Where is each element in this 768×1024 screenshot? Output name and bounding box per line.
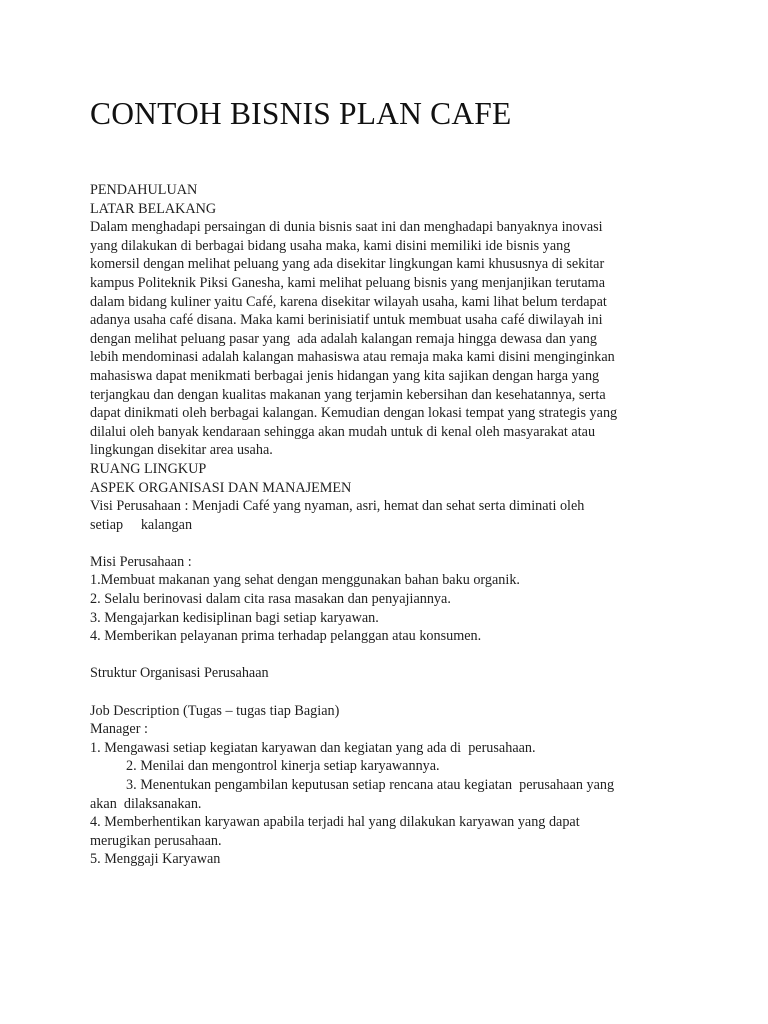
job-item: 5. Menggaji Karyawan — [90, 851, 221, 868]
spacer — [90, 534, 690, 553]
misi-item: 3. Mengajarkan kedisiplinan bagi setiap karyawan. — [90, 609, 379, 626]
job-item-continuation: akan dilaksanakan. — [90, 795, 202, 812]
struktur-heading: Struktur Organisasi Perusahaan — [90, 665, 269, 682]
paragraph-line: komersil dengan melihat peluang yang ada disekitar lingkungan kami khususnya di sekitar — [90, 256, 605, 273]
paragraph-line: lebih mendominasi adalah kalangan mahasiswa atau remaja maka kami disini menginginkan — [90, 349, 615, 366]
paragraph-line: kampus Politeknik Piksi Ganesha, kami melihat peluang bisnis yang menjanjikan terutama — [90, 274, 605, 291]
job-role: Manager : — [90, 721, 148, 738]
paragraph-line: dilalui oleh banyak kendaraan sehingga akan mudah untuk di kenal oleh masyarakat atau — [90, 423, 596, 440]
heading-pendahuluan: PENDAHULUAN — [90, 182, 198, 198]
paragraph-line: adanya usaha café disana. Maka kami berinisiatif untuk membuat usaha café diwilayah ini — [90, 312, 603, 329]
paragraph-line: dalam bidang kuliner yaitu Café, karena disekitar wilayah usaha, kami lihat belum terdapat — [90, 293, 607, 310]
job-item: 4. Memberhentikan karyawan apabila terjadi hal yang dilakukan karyawan yang dapat — [90, 814, 580, 831]
paragraph-line: dapat dinikmati oleh berbagai kalangan. Kemudian dengan lokasi tempat yang strategis yang — [90, 405, 618, 422]
misi-heading: Misi Perusahaan : — [90, 553, 192, 570]
misi-item: 4. Memberikan pelayanan prima terhadap pelanggan atau konsumen. — [90, 628, 482, 645]
spacer — [90, 683, 690, 702]
document-title: CONTOH BISNIS PLAN CAFE — [90, 96, 512, 131]
visi-line: setiap kalangan — [90, 516, 193, 533]
paragraph-line: yang dilakukan di berbagai bidang usaha maka, kami disini memiliki ide bisnis yang — [90, 237, 571, 254]
spacer — [90, 646, 690, 665]
job-item: 1. Mengawasi setiap kegiatan karyawan dan kegiatan yang ada di perusahaan. — [90, 739, 536, 756]
misi-item: 1.Membuat makanan yang sehat dengan menggunakan bahan baku organik. — [90, 572, 520, 589]
job-heading: Job Description (Tugas – tugas tiap Bagian) — [90, 702, 340, 719]
paragraph-line: mahasiswa dapat menikmati berbagai jenis hidangan yang kita sajikan dengan harga yang — [90, 367, 600, 384]
heading-aspek-organisasi: ASPEK ORGANISASI DAN MANAJEMEN — [90, 479, 352, 496]
paragraph-line: Dalam menghadapi persaingan di dunia bisnis saat ini dan menghadapi banyaknya inovasi — [90, 219, 603, 236]
paragraph-line: lingkungan disekitar area usaha. — [90, 442, 273, 459]
visi-line: Visi Perusahaan : Menjadi Café yang nyaman, asri, hemat dan sehat serta diminati oleh — [90, 498, 585, 515]
paragraph-line: dengan melihat peluang pasar yang ada adalah kalangan remaja hingga dewasa dan yang — [90, 330, 597, 347]
job-item-continuation: merugikan perusahaan. — [90, 832, 222, 849]
job-item: 2. Menilai dan mengontrol kinerja setiap karyawannya. — [126, 758, 440, 775]
heading-latar-belakang: LATAR BELAKANG — [90, 200, 217, 217]
heading-ruang-lingkup: RUANG LINGKUP — [90, 460, 207, 477]
job-item: 3. Menentukan pengambilan keputusan setiap rencana atau kegiatan perusahaan yang — [126, 777, 615, 793]
paragraph-line: terjangkau dan dengan kualitas makanan yang terjamin kebersihan dan kesehatannya, serta — [90, 386, 606, 403]
document-body — [90, 181, 690, 869]
misi-item: 2. Selalu berinovasi dalam cita rasa masakan dan penyajiannya. — [90, 591, 451, 608]
